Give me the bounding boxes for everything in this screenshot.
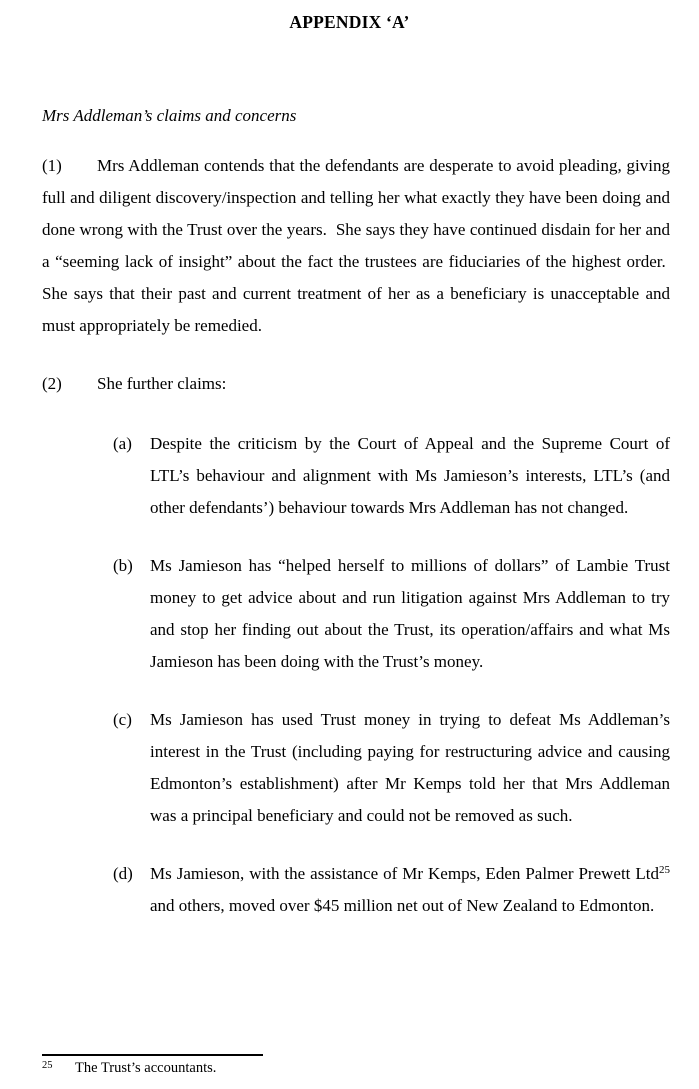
subitem-a-label: (a) [113,434,132,453]
paragraph-1-number: (1) [42,156,62,175]
subitem-a [113,428,670,524]
subitem-c [113,704,670,832]
subitem-c-label: (c) [113,710,132,729]
footnote-marker: 25 [42,1060,53,1071]
subitem-d-text-before: Ms Jamieson, with the assistance of Mr Kemps, Eden Palmer Prewett Ltd [150,864,659,883]
footnote-25 [42,1058,263,1080]
page-title: APPENDIX ‘A’ [289,12,410,32]
subitem-d-text [150,864,670,915]
paragraph-1-text: Mrs Addleman contends that the defendants are desperate to avoid pleading, giving full and diligent discovery/inspection and telling her what exactly they have been doing and done wrong with the Trust over the years. She says they have continued disdain for her and a “seeming lack of insight” about the fact the trustees are fiduciaries of the highest order. She says that their past and current treatment of her as a beneficiary is unacceptable and must appropriately be remedied. [42,156,670,335]
paragraph-2-number: (2) [42,374,62,393]
subitem-d-label: (d) [113,864,133,883]
footnote-separator [42,1054,263,1056]
paragraph-2-text: She further claims: [97,374,227,393]
footnote-area [42,1054,263,1080]
document-page [0,6,699,1076]
paragraph-1 [42,150,670,342]
footnote-text: The Trust’s accountants. [75,1060,217,1076]
subitem-b [113,550,670,678]
subitem-b-label: (b) [113,556,133,575]
subitem-b-text: Ms Jamieson has “helped herself to millions of dollars” of Lambie Trust money to get advice about and run litigation against Mrs Addleman to try and stop her finding out about the Trust, its operation/affairs and what Ms Jamieson has been doing with the Trust’s money. [150,556,670,671]
footnote-reference-25: 25 [659,864,670,876]
subitem-d [113,858,670,922]
document-body [0,100,699,922]
subitem-d-text-after: and others, moved over $45 million net out of New Zealand to Edmonton. [150,896,655,915]
subitem-a-text: Despite the criticism by the Court of Appeal and the Supreme Court of LTL’s behaviour and alignment with Ms Jamieson’s interests, LTL’s (and other defendants’) behaviour towards Mrs Addleman has not changed. [150,434,670,517]
paragraph-2 [42,368,670,400]
subitem-c-text: Ms Jamieson has used Trust money in trying to defeat Ms Addleman’s interest in the Trust (including paying for restructuring advice and causing Edmonton’s establishment) after Mr Kemps told her that Mrs Addleman was a principal beneficiary and could not be removed as such. [150,710,670,825]
section-heading: Mrs Addleman’s claims and concerns [42,106,297,125]
